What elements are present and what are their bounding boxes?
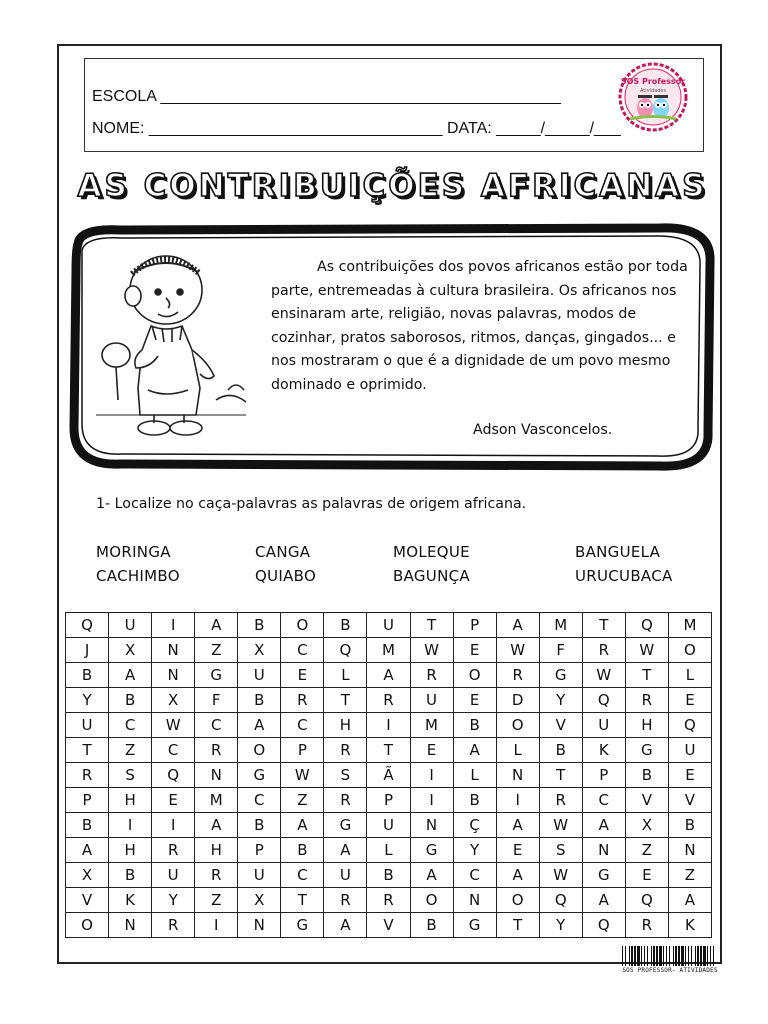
grid-cell[interactable]: Q — [625, 613, 668, 638]
grid-cell[interactable]: I — [195, 913, 238, 938]
grid-cell[interactable]: P — [281, 738, 324, 763]
grid-cell[interactable]: V — [367, 913, 410, 938]
grid-cell[interactable]: U — [367, 613, 410, 638]
grid-cell[interactable]: X — [152, 688, 195, 713]
grid-cell[interactable]: W — [539, 863, 582, 888]
grid-cell[interactable]: R — [66, 763, 109, 788]
grid-cell[interactable]: U — [324, 863, 367, 888]
grid-row — [66, 738, 712, 763]
grid-cell[interactable]: Y — [539, 913, 582, 938]
quote-text-block — [271, 256, 691, 398]
grid-cell[interactable]: B — [281, 838, 324, 863]
grid-cell[interactable]: Z — [281, 788, 324, 813]
grid-cell[interactable]: Q — [324, 638, 367, 663]
grid-cell[interactable]: R — [410, 663, 453, 688]
grid-cell[interactable]: C — [281, 638, 324, 663]
grid-cell[interactable]: I — [109, 813, 152, 838]
grid-cell[interactable]: B — [453, 788, 496, 813]
grid-cell[interactable]: X — [238, 638, 281, 663]
grid-cell[interactable]: J — [66, 638, 109, 663]
grid-cell[interactable]: N — [238, 913, 281, 938]
grid-cell[interactable]: M — [668, 613, 711, 638]
grid-cell[interactable]: A — [496, 613, 539, 638]
grid-cell[interactable]: X — [238, 888, 281, 913]
quote-paragraph: As contribuições dos povos africanos estão por toda parte, entremeadas à cultura brasileira. Os africanos nos ensinaram arte, religião, novas palavras, modos de cozinhar, pratos saborosos, ritmos, danças, gingados... e nos mostraram o que é a dignidade de um povo mesmo dominado e oprimido. — [271, 259, 688, 393]
grid-cell[interactable]: C — [152, 738, 195, 763]
grid-cell[interactable]: R — [496, 663, 539, 688]
grid-cell[interactable]: U — [410, 688, 453, 713]
grid-cell[interactable]: H — [109, 788, 152, 813]
grid-row — [66, 713, 712, 738]
grid-cell[interactable]: A — [496, 813, 539, 838]
grid-cell[interactable]: M — [195, 788, 238, 813]
grid-cell[interactable]: X — [625, 813, 668, 838]
grid-cell[interactable]: B — [668, 813, 711, 838]
grid-cell[interactable]: E — [453, 688, 496, 713]
grid-cell[interactable]: V — [539, 713, 582, 738]
grid-cell[interactable]: R — [539, 788, 582, 813]
grid-cell[interactable]: A — [668, 888, 711, 913]
grid-cell[interactable]: F — [539, 638, 582, 663]
grid-cell[interactable]: G — [238, 763, 281, 788]
grid-cell[interactable]: N — [109, 913, 152, 938]
barcode-icon — [622, 946, 716, 966]
grid-cell[interactable]: O — [668, 638, 711, 663]
grid-cell[interactable]: C — [453, 863, 496, 888]
grid-cell[interactable]: M — [539, 613, 582, 638]
grid-cell[interactable]: W — [539, 813, 582, 838]
grid-cell[interactable]: B — [410, 913, 453, 938]
grid-cell[interactable]: Y — [453, 838, 496, 863]
grid-cell[interactable]: G — [281, 913, 324, 938]
grid-cell[interactable]: T — [410, 613, 453, 638]
name-date-field: NOME: _________________________________ DATA: _____/_____/___ — [92, 120, 621, 137]
grid-cell[interactable]: U — [668, 738, 711, 763]
grid-cell[interactable]: I — [410, 788, 453, 813]
grid-cell[interactable]: E — [668, 688, 711, 713]
grid-cell[interactable]: A — [324, 913, 367, 938]
grid-cell[interactable]: R — [625, 688, 668, 713]
grid-cell[interactable]: Z — [195, 888, 238, 913]
grid-cell[interactable]: R — [195, 738, 238, 763]
grid-cell[interactable]: O — [238, 738, 281, 763]
grid-cell[interactable]: W — [625, 638, 668, 663]
grid-cell[interactable]: Z — [668, 863, 711, 888]
grid-row — [66, 688, 712, 713]
grid-row — [66, 888, 712, 913]
african-child-illustration — [96, 240, 246, 445]
question-1: 1- Localize no caça-palavras as palavras de origem africana. — [96, 496, 527, 512]
grid-cell[interactable]: P — [582, 763, 625, 788]
grid-cell[interactable]: B — [238, 613, 281, 638]
grid-cell[interactable]: E — [496, 838, 539, 863]
grid-cell[interactable]: G — [195, 663, 238, 688]
grid-cell[interactable]: R — [152, 913, 195, 938]
sos-professor-logo — [618, 62, 688, 132]
grid-cell[interactable]: A — [195, 613, 238, 638]
grid-cell[interactable]: X — [109, 638, 152, 663]
grid-cell[interactable]: H — [324, 713, 367, 738]
grid-cell[interactable]: B — [539, 738, 582, 763]
grid-cell[interactable]: B — [238, 688, 281, 713]
grid-cell[interactable]: A — [109, 663, 152, 688]
grid-row — [66, 838, 712, 863]
grid-cell[interactable]: K — [582, 738, 625, 763]
barcode-label: SOS PROFESSOR- ATIVIDADES — [622, 967, 718, 974]
grid-cell[interactable]: R — [324, 738, 367, 763]
grid-cell[interactable]: P — [66, 788, 109, 813]
grid-cell[interactable]: L — [324, 663, 367, 688]
grid-cell[interactable]: U — [66, 713, 109, 738]
grid-cell[interactable]: B — [109, 688, 152, 713]
grid-cell[interactable]: L — [453, 763, 496, 788]
word-bagunca: BAGUNÇA — [393, 567, 470, 585]
grid-cell[interactable]: A — [238, 713, 281, 738]
grid-cell[interactable]: B — [66, 813, 109, 838]
grid-cell[interactable]: B — [109, 863, 152, 888]
grid-cell[interactable]: V — [668, 788, 711, 813]
grid-cell[interactable]: Z — [109, 738, 152, 763]
grid-cell[interactable]: R — [324, 888, 367, 913]
grid-cell[interactable]: D — [496, 688, 539, 713]
grid-cell[interactable]: T — [367, 738, 410, 763]
grid-cell[interactable]: V — [66, 888, 109, 913]
grid-row — [66, 788, 712, 813]
grid-row — [66, 613, 712, 638]
grid-cell[interactable]: B — [324, 613, 367, 638]
grid-cell[interactable]: P — [367, 788, 410, 813]
grid-cell[interactable]: R — [195, 863, 238, 888]
grid-cell[interactable]: G — [625, 738, 668, 763]
grid-cell[interactable]: Q — [66, 613, 109, 638]
grid-cell[interactable]: H — [195, 838, 238, 863]
svg-text:Atividades: Atividades — [639, 88, 667, 94]
grid-cell[interactable]: O — [453, 663, 496, 688]
grid-cell[interactable]: T — [582, 613, 625, 638]
grid-cell[interactable]: G — [539, 663, 582, 688]
grid-cell[interactable]: I — [496, 788, 539, 813]
grid-cell[interactable]: R — [367, 688, 410, 713]
grid-cell[interactable]: R — [625, 913, 668, 938]
grid-cell[interactable]: U — [109, 613, 152, 638]
grid-cell[interactable]: W — [410, 638, 453, 663]
grid-cell[interactable]: N — [496, 763, 539, 788]
grid-cell[interactable]: R — [324, 788, 367, 813]
grid-cell[interactable]: E — [453, 638, 496, 663]
grid-row — [66, 863, 712, 888]
grid-cell[interactable]: A — [195, 813, 238, 838]
grid-cell[interactable]: U — [582, 713, 625, 738]
word-cachimbo: CACHIMBO — [96, 567, 180, 585]
grid-cell[interactable]: A — [582, 888, 625, 913]
grid-cell[interactable]: U — [152, 863, 195, 888]
grid-cell[interactable]: A — [582, 813, 625, 838]
grid-cell[interactable]: N — [152, 638, 195, 663]
grid-cell[interactable]: T — [324, 688, 367, 713]
word-urucubaca: URUCUBACA — [575, 567, 673, 585]
word-banguela: BANGUELA — [575, 543, 661, 561]
quote-author: Adson Vasconcelos. — [473, 422, 613, 438]
grid-cell[interactable]: N — [453, 888, 496, 913]
grid-cell[interactable]: E — [281, 663, 324, 688]
grid-cell[interactable]: W — [496, 638, 539, 663]
grid-cell[interactable]: Q — [582, 688, 625, 713]
grid-cell[interactable]: N — [195, 763, 238, 788]
grid-cell[interactable]: Q — [152, 763, 195, 788]
grid-cell[interactable]: W — [152, 713, 195, 738]
grid-cell[interactable]: Q — [625, 888, 668, 913]
svg-text:SOS Professor: SOS Professor — [620, 77, 686, 86]
grid-row — [66, 638, 712, 663]
word-canga: CANGA — [255, 543, 311, 561]
grid-cell[interactable]: I — [152, 613, 195, 638]
grid-cell[interactable]: B — [625, 763, 668, 788]
grid-cell[interactable]: E — [625, 863, 668, 888]
grid-cell[interactable]: K — [109, 888, 152, 913]
grid-cell[interactable]: T — [496, 913, 539, 938]
grid-cell[interactable]: L — [496, 738, 539, 763]
grid-cell[interactable]: A — [367, 663, 410, 688]
grid-cell[interactable]: B — [66, 663, 109, 688]
grid-cell[interactable]: T — [281, 888, 324, 913]
grid-cell[interactable]: R — [152, 838, 195, 863]
grid-cell[interactable]: I — [152, 813, 195, 838]
grid-cell[interactable]: U — [367, 813, 410, 838]
grid-cell[interactable]: U — [238, 863, 281, 888]
grid-cell[interactable]: P — [453, 613, 496, 638]
grid-cell[interactable]: V — [625, 788, 668, 813]
grid-cell[interactable]: N — [152, 663, 195, 688]
grid-cell[interactable]: Ã — [367, 763, 410, 788]
grid-row — [66, 913, 712, 938]
grid-cell[interactable]: A — [66, 838, 109, 863]
grid-cell[interactable]: G — [582, 863, 625, 888]
word-search-grid — [65, 612, 712, 938]
grid-cell[interactable]: W — [582, 663, 625, 688]
grid-cell[interactable]: R — [367, 888, 410, 913]
grid-cell[interactable]: S — [539, 838, 582, 863]
grid-cell[interactable]: C — [582, 788, 625, 813]
grid-cell[interactable]: H — [625, 713, 668, 738]
page-title: AS CONTRIBUIÇÕES AFRICANAS — [77, 168, 708, 204]
grid-cell[interactable]: Z — [625, 838, 668, 863]
grid-cell[interactable]: I — [410, 763, 453, 788]
grid-cell[interactable]: O — [66, 913, 109, 938]
grid-cell[interactable]: A — [281, 813, 324, 838]
grid-cell[interactable]: N — [668, 838, 711, 863]
grid-cell[interactable]: Ç — [453, 813, 496, 838]
grid-cell[interactable]: N — [582, 838, 625, 863]
grid-cell[interactable]: R — [281, 688, 324, 713]
grid-row — [66, 813, 712, 838]
grid-cell[interactable]: O — [281, 613, 324, 638]
grid-cell[interactable]: B — [453, 713, 496, 738]
grid-cell[interactable]: E — [668, 763, 711, 788]
word-moleque: MOLEQUE — [393, 543, 470, 561]
school-field: ESCOLA _____________________________________________ — [92, 88, 561, 105]
grid-cell[interactable]: O — [496, 713, 539, 738]
grid-cell[interactable]: U — [238, 663, 281, 688]
grid-cell[interactable]: Q — [582, 913, 625, 938]
grid-row — [66, 763, 712, 788]
grid-cell[interactable]: H — [109, 838, 152, 863]
word-quiabo: QUIABO — [255, 567, 317, 585]
grid-cell[interactable]: R — [582, 638, 625, 663]
grid-cell[interactable]: T — [625, 663, 668, 688]
grid-cell[interactable]: F — [195, 688, 238, 713]
grid-cell[interactable]: L — [668, 663, 711, 688]
grid-cell[interactable]: C — [281, 713, 324, 738]
grid-cell[interactable]: G — [453, 913, 496, 938]
grid-cell[interactable]: M — [410, 713, 453, 738]
grid-cell[interactable]: B — [238, 813, 281, 838]
grid-cell[interactable]: N — [410, 813, 453, 838]
grid-cell[interactable]: E — [152, 788, 195, 813]
grid-cell[interactable]: C — [281, 863, 324, 888]
grid-cell[interactable]: Z — [195, 638, 238, 663]
grid-cell[interactable]: T — [539, 763, 582, 788]
grid-cell[interactable]: G — [324, 813, 367, 838]
grid-cell[interactable]: T — [66, 738, 109, 763]
grid-cell[interactable]: Q — [539, 888, 582, 913]
grid-cell[interactable]: C — [195, 713, 238, 738]
grid-cell[interactable]: A — [324, 838, 367, 863]
grid-cell[interactable]: K — [668, 913, 711, 938]
grid-cell[interactable]: A — [410, 863, 453, 888]
grid-cell[interactable]: Y — [539, 688, 582, 713]
grid-cell[interactable]: O — [410, 888, 453, 913]
grid-cell[interactable]: Q — [668, 713, 711, 738]
grid-row — [66, 663, 712, 688]
grid-cell[interactable]: G — [410, 838, 453, 863]
grid-cell[interactable]: A — [453, 738, 496, 763]
grid-cell[interactable]: B — [367, 863, 410, 888]
grid-cell[interactable]: O — [496, 888, 539, 913]
grid-cell[interactable]: I — [367, 713, 410, 738]
grid-cell[interactable]: C — [109, 713, 152, 738]
grid-cell[interactable]: C — [238, 788, 281, 813]
word-moringa: MORINGA — [96, 543, 171, 561]
grid-cell[interactable]: E — [410, 738, 453, 763]
grid-cell[interactable]: Y — [152, 888, 195, 913]
grid-cell[interactable]: L — [367, 838, 410, 863]
grid-cell[interactable]: A — [496, 863, 539, 888]
grid-cell[interactable]: S — [109, 763, 152, 788]
grid-cell[interactable]: X — [66, 863, 109, 888]
grid-cell[interactable]: W — [281, 763, 324, 788]
grid-cell[interactable]: S — [324, 763, 367, 788]
grid-cell[interactable]: Y — [66, 688, 109, 713]
grid-cell[interactable]: M — [367, 638, 410, 663]
grid-cell[interactable]: P — [238, 838, 281, 863]
